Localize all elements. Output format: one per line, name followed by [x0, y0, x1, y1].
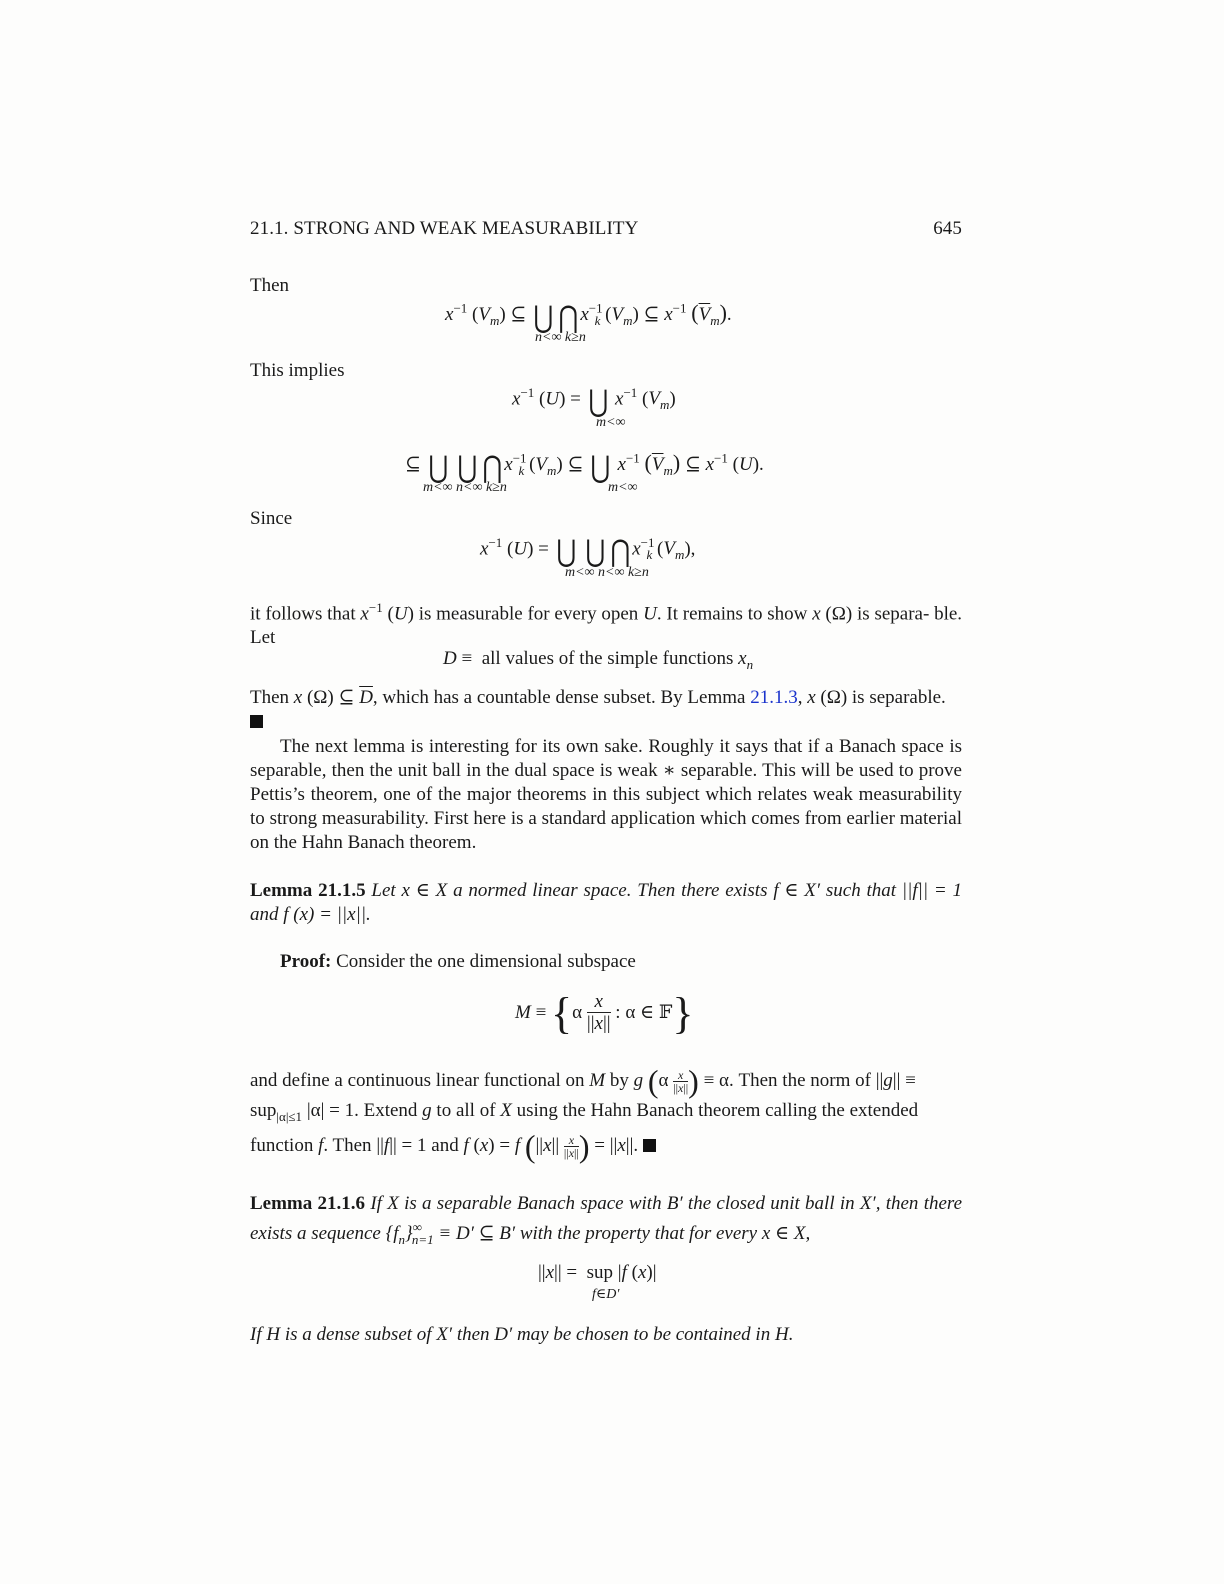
text: using the Hahn Banach theorem calling the extended	[516, 1100, 919, 1121]
text-this-implies: This implies	[250, 360, 345, 381]
text: is a dense subset of	[284, 1324, 432, 1345]
text: , then	[875, 1193, 919, 1214]
lemma-link[interactable]: 21.1.3	[750, 687, 798, 708]
running-header	[250, 218, 962, 240]
text: may be chosen to be contained in	[516, 1324, 771, 1345]
qed-symbol	[643, 1139, 656, 1152]
text: is a separable Banach space with	[404, 1193, 662, 1214]
lemma-label: Lemma 21.1.6	[250, 1193, 366, 1214]
text-then: Then	[250, 275, 290, 296]
text: then	[456, 1324, 490, 1345]
text: with the property that for every	[519, 1223, 758, 1245]
equation-norm-sup: ||x|| = sup |f (x)| f∈D′	[538, 1262, 657, 1302]
lemma-21-1-6-continued: If H is a dense subset of X′ then D′ may be chosen to be contained in H.	[250, 1324, 794, 1345]
paragraph-next-lemma: The next lemma is interesting for its own sake. Roughly it says that if a Banach space is separable, then the unit ball in the dual space is weak ∗ separable. This will be used to prove Pettis’s theorem, one of the major theorems in this subject which relates weak measurability to strong measurability. First here is a standard application which comes from earlier material on the Hahn Banach theorem.	[250, 736, 962, 853]
text: and define a continuous linear functional on	[250, 1070, 585, 1091]
text: If	[250, 1324, 262, 1345]
text: . It remains to show	[656, 603, 808, 625]
section-title: 21.1. STRONG AND WEAK MEASURABILITY	[250, 218, 639, 239]
paragraph-then-separable: Then x (Ω) ⊆ $\overline{D}$, which has a countable dense subset. By Lemma 21.1.3, x (Ω) is separable.	[250, 686, 962, 734]
text: . Then	[323, 1134, 372, 1156]
equation-4: $x^{-1}$ (U) = ⋃ ⋃ ⋂ $x^{-1}_k$ $(V_m)$, m<∞ n<∞ k≥n	[480, 535, 696, 580]
proof-body: and define a continuous linear functional on M by g (α $\frac{x}{||x||}$ ) ≡ α. Then the norm of ||g|| ≡ sup$_{|\alpha|\le 1}$ |α| = 1. Extend g to all of X using the Hahn Banach theorem calling the extended function f. Then ||f|| = 1 and f (x) = f (||x|| $\frac{x}{||x||}$ ) = ||x||.	[250, 1063, 919, 1164]
text: . Extend	[354, 1100, 418, 1121]
text: Then	[250, 687, 290, 708]
text-since: Since	[250, 508, 293, 529]
text: by	[609, 1070, 629, 1091]
equation-m-definition: M ≡ {α $\frac{x}{||x||}$ : α ∈ 𝔽}	[515, 989, 694, 1038]
proof-start	[280, 951, 636, 973]
lemma-21-1-6: Lemma 21.1.6 If X is a separable Banach space with B′ the closed unit ball in X′, then there exists a sequence $\{f_n\}^\infty_{n=1} \equiv D'$ ⊆ B′ with the property that for every x ∈ X,	[250, 1193, 963, 1248]
text: to all of	[436, 1100, 496, 1121]
lemma-21-1-5: Lemma 21.1.5 Let x ∈ X a normed linear space. Then there exists f ∈ X′ such that ||f|| = 1 and f (x) = ||x||.	[250, 880, 963, 925]
text: If	[370, 1193, 382, 1214]
qed-symbol	[250, 715, 263, 728]
text: . Then the norm of	[729, 1070, 871, 1091]
text: , which has a countable dense subset. By Lemma	[372, 687, 746, 708]
proof-label: Proof:	[280, 951, 332, 972]
text: is separa-	[856, 603, 930, 625]
equation-3: ⊆ ⋃ ⋃ ⋂ $x^{-1}_k$ $(V_m)$ ⊆ ⋃ $x^{-1}$ $(\overline{V}_m)$ ⊆ $x^{-1}$ (U). m<∞ n<∞ k≥n m<∞	[405, 450, 764, 495]
text: such that	[825, 880, 897, 901]
page-number: 645	[933, 218, 962, 239]
equation-2: $x^{-1}$ (U) = ⋃ $x^{-1}$ $(V_m)$ m<∞	[512, 385, 676, 430]
text: there exists a sequence	[250, 1193, 963, 1245]
text: function	[250, 1134, 314, 1156]
text: is measurable for every open	[418, 603, 639, 625]
text: and	[250, 904, 279, 925]
text: it follows that	[250, 603, 356, 625]
text: ble. Let	[250, 603, 963, 649]
text: Consider the one dimensional subspace	[336, 951, 636, 972]
equation-1: $x^{-1}$ $(V_m)$ ⊆ ⋃ ⋂ $x^{-1}_k$ $(V_m)$ ⊆ $x^{-1}$ $(\overline{V}_m)$. n<∞ k≥n	[445, 300, 732, 345]
lemma-label: Lemma 21.1.5	[250, 880, 366, 901]
paragraph-follows: it follows that $x^{-1}$ (U) is measurable for every open U. It remains to show x (Ω) is separa- ble. Let	[250, 600, 963, 649]
text: all values of the simple functions	[481, 648, 734, 669]
equation-d-definition: D ≡ all values of the simple functions $x_n$	[443, 648, 754, 672]
text: a normed linear space. Then there exists	[453, 880, 768, 901]
text: and	[431, 1134, 459, 1156]
text: the closed unit ball in	[687, 1193, 855, 1214]
text: is separable.	[851, 687, 946, 708]
page	[250, 0, 962, 1584]
text: Let	[371, 880, 396, 901]
